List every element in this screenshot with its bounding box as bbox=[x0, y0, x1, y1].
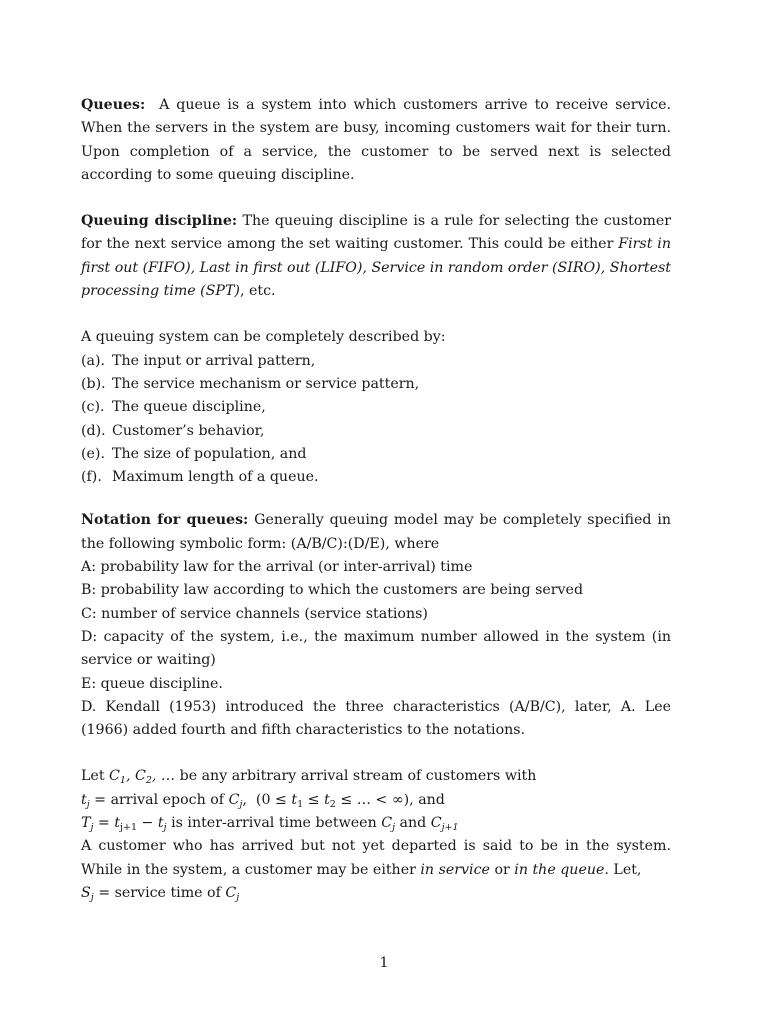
arrival-line-2: $t_j$ = arrival epoch of $C_j$, ($0 \le t_1 \le t_2$ ≤ … < ∞), and bbox=[81, 791, 445, 810]
and-text: and bbox=[399, 815, 427, 832]
list-item bbox=[81, 396, 671, 419]
notation-heading: Notation for queues: bbox=[81, 512, 249, 529]
t-j-math: $t_j$ bbox=[81, 791, 90, 810]
list-item bbox=[81, 466, 671, 489]
list-label: (e). bbox=[81, 445, 105, 462]
discipline-paragraph bbox=[81, 210, 671, 303]
in-system-paragraph bbox=[81, 835, 671, 882]
epoch-order-math: ($0 \le t_1 \le t_2$ ≤ … < ∞) bbox=[255, 791, 410, 810]
notation-line: A: probability law for the arrival (or inter-arrival) time bbox=[81, 559, 473, 576]
discipline-text: The queuing discipline is a rule for selecting the customer for the next service among the set waiting customer. This could be either bbox=[81, 213, 671, 253]
list-text: The size of population, and bbox=[112, 445, 307, 462]
c-j1-math: $C_{j+1}$ bbox=[430, 815, 459, 834]
c-j-math: $C_j$ bbox=[381, 815, 396, 834]
list-text: The input or arrival pattern, bbox=[112, 352, 316, 369]
s-j-math: $S_j$ bbox=[81, 884, 94, 903]
service-time-line bbox=[81, 882, 671, 905]
list-label: (d). bbox=[81, 422, 106, 439]
arrival-stream-text: be any arbitrary arrival stream of customers with bbox=[179, 768, 537, 785]
notation-line: D: capacity of the system, i.e., the maximum number allowed in the system (in service or waiting) bbox=[81, 628, 671, 669]
list-item bbox=[81, 350, 671, 373]
or-text: or bbox=[494, 861, 510, 878]
discipline-examples: First in first out (FIFO), Last in first out (LIFO), Service in random order (SIRO), Shortest processing time (SPT) bbox=[81, 236, 671, 300]
interarrival-text: is inter-arrival time between bbox=[171, 815, 377, 832]
arrival-stream-math: $C_1$, $C_2$, … bbox=[109, 768, 176, 787]
list-text: The service mechanism or service pattern, bbox=[112, 375, 420, 392]
notation-line: B: probability law according to which the customers are being served bbox=[81, 582, 584, 599]
list-item bbox=[81, 373, 671, 396]
document-page bbox=[81, 94, 671, 905]
in-system-text: A customer who has arrived but not yet departed is said to be in the system. While in the system, a customer may be either bbox=[81, 838, 671, 878]
arrival-line-1 bbox=[81, 765, 671, 788]
arrival-let: Let bbox=[81, 768, 105, 785]
interarrival-math: $T_j = t_{j+1} - t_j$ bbox=[81, 815, 167, 834]
list-text: The queue discipline, bbox=[112, 399, 266, 416]
notation-text: Generally queuing model may be completely specified in the following symbolic form: (A/B/C):(D/E), where bbox=[81, 512, 671, 552]
list-label: (f). bbox=[81, 469, 102, 486]
discipline-heading: Queuing discipline: bbox=[81, 213, 238, 230]
let-text: Let, bbox=[613, 861, 642, 878]
arrival-and-text: , and bbox=[409, 791, 445, 808]
queues-text: A queue is a system into which customers arrive to receive service. When the servers in the system are busy, incoming customers wait for their turn. Upon completion of a service, the customer to be served next is selected according to some queuing discipline. bbox=[81, 97, 671, 183]
c-j-math: $C_j$ bbox=[228, 791, 243, 810]
service-time-text: = service time of bbox=[98, 884, 221, 901]
list-label: (c). bbox=[81, 399, 105, 416]
notation-line: E: queue discipline. bbox=[81, 675, 223, 692]
notation-paragraph bbox=[81, 509, 671, 556]
list-text: Maximum length of a queue. bbox=[112, 469, 319, 486]
in-queue-text: in the queue. bbox=[514, 861, 609, 878]
list-item bbox=[81, 443, 671, 466]
page-number: 1 bbox=[379, 955, 389, 971]
list-text: Customer’s behavior, bbox=[112, 422, 265, 439]
arrival-line-3 bbox=[81, 812, 671, 835]
notation-line: C: number of service channels (service stations) bbox=[81, 605, 428, 622]
description-intro: A queuing system can be completely described by: bbox=[81, 329, 446, 346]
queues-paragraph bbox=[81, 94, 671, 187]
characteristics-list bbox=[81, 350, 671, 490]
list-label: (b). bbox=[81, 375, 106, 392]
list-item bbox=[81, 420, 671, 443]
list-label: (a). bbox=[81, 352, 106, 369]
c-j-math: $C_j$ bbox=[225, 884, 240, 903]
arrival-epoch-text: = arrival epoch of bbox=[94, 791, 225, 808]
queues-heading: Queues: bbox=[81, 97, 146, 113]
discipline-etc: , etc. bbox=[239, 283, 276, 300]
notation-line: D. Kendall (1953) introduced the three characteristics (A/B/C), later, A. Lee (1966) added fourth and fifth characteristics to the notations. bbox=[81, 698, 671, 739]
in-service-text: in service bbox=[420, 861, 490, 878]
